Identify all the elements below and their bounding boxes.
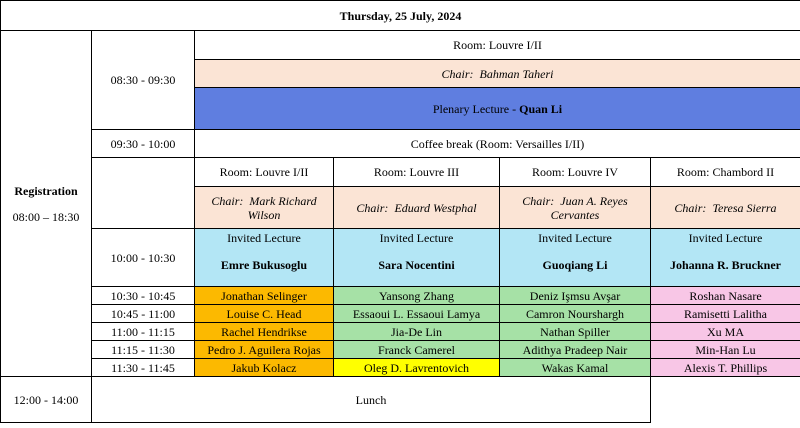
plenary-chair-name: Bahman Taheri [479,66,554,81]
lunch-time: 12:00 - 14:00 [1,377,92,423]
talk-cell: Deniz Işmsu Avşar [500,287,651,305]
talk-cell: Rachel Hendrikse [195,323,334,341]
talk-cell: Roshan Nasare [651,287,800,305]
plenary-chair [195,60,800,88]
talk-cell: Louise C. Head [195,305,334,323]
talk-time: 10:30 - 10:45 [92,287,195,305]
talk-cell: Nathan Spiller [500,323,651,341]
chair-louvre-4 [500,187,651,229]
talk-cell: Adithya Pradeep Nair [500,341,651,359]
lunch: Lunch [92,377,651,423]
invited-speaker: Johanna R. Bruckner [669,258,782,272]
talk-cell: Franck Camerel [334,341,500,359]
room-chambord-2: Room: Chambord II [651,158,800,187]
room-louvre-1-2: Room: Louvre I/II [195,158,334,187]
talk-cell: Essaoui L. Essaoui Lamya [334,305,500,323]
talk-time: 11:00 - 11:15 [92,323,195,341]
plenary-speaker: Quan Li [519,101,563,116]
talk-time: 11:15 - 11:30 [92,341,195,359]
room-louvre-3: Room: Louvre III [334,158,500,187]
invited-lecture-louvre-1-2 [195,229,334,287]
chair-name: Teresa Sierra [712,200,777,215]
talk-cell: Yansong Zhang [334,287,500,305]
invited-lecture-chambord-2 [651,229,800,287]
invited-label: Invited Lecture [688,231,763,245]
coffee-break: Coffee break (Room: Versailles I/II) [195,130,800,158]
talk-time: 10:45 - 11:00 [92,305,195,323]
chair-louvre-3 [334,187,500,229]
talk-cell: Alexis T. Phillips [651,359,800,377]
talk-cell: Camron Nourshargh [500,305,651,323]
registration-label: Registration [14,183,78,198]
invited-speaker: Emre Bukusoglu [220,258,308,272]
registration-time: 08:00 – 18:30 [12,209,80,224]
talk-cell: Pedro J. Aguilera Rojas [195,341,334,359]
invited-label: Invited Lecture [227,231,301,245]
plenary-time: 08:30 - 09:30 [92,31,195,130]
talk-cell: Ramisetti Lalitha [651,305,800,323]
chair-name: Eduard Westphal [394,200,477,215]
registration-cell [1,31,92,377]
plenary-chair-prefix: Chair: [441,66,474,81]
chair-name: Juan A. Reyes Cervantes [550,193,628,222]
invited-lecture-louvre-3 [334,229,500,287]
plenary-lecture [195,88,800,130]
invited-lecture-louvre-4 [500,229,651,287]
talk-cell: Xu MA [651,323,800,341]
talk-cell: Wakas Kamal [500,359,651,377]
plenary-room: Room: Louvre I/II [195,31,800,60]
parallel-time-blank [92,158,195,229]
chair-prefix: Chair: [356,200,389,215]
chair-prefix: Chair: [522,193,555,208]
chair-name: Mark Richard Wilson [247,193,317,222]
talk-cell: Jia-De Lin [334,323,500,341]
chair-prefix: Chair: [674,200,707,215]
date-header: Thursday, 25 July, 2024 [1,1,800,31]
invited-speaker: Sara Nocentini [378,258,455,272]
chair-prefix: Chair: [211,193,244,208]
talk-time: 11:30 - 11:45 [92,359,195,377]
plenary-lecture-prefix: Plenary Lecture - [432,101,520,116]
chair-chambord-2 [651,187,800,229]
invited-label: Invited Lecture [379,231,454,245]
invited-label: Invited Lecture [538,231,612,245]
chair-louvre-1-2 [195,187,334,229]
talk-cell: Jakub Kolacz [195,359,334,377]
invited-speaker: Guoqiang Li [542,258,608,272]
invited-time: 10:00 - 10:30 [92,229,195,287]
talk-cell: Jonathan Selinger [195,287,334,305]
room-louvre-4: Room: Louvre IV [500,158,651,187]
coffee-time: 09:30 - 10:00 [92,130,195,158]
talk-cell: Min-Han Lu [651,341,800,359]
talk-cell: Oleg D. Lavrentovich [334,359,500,377]
